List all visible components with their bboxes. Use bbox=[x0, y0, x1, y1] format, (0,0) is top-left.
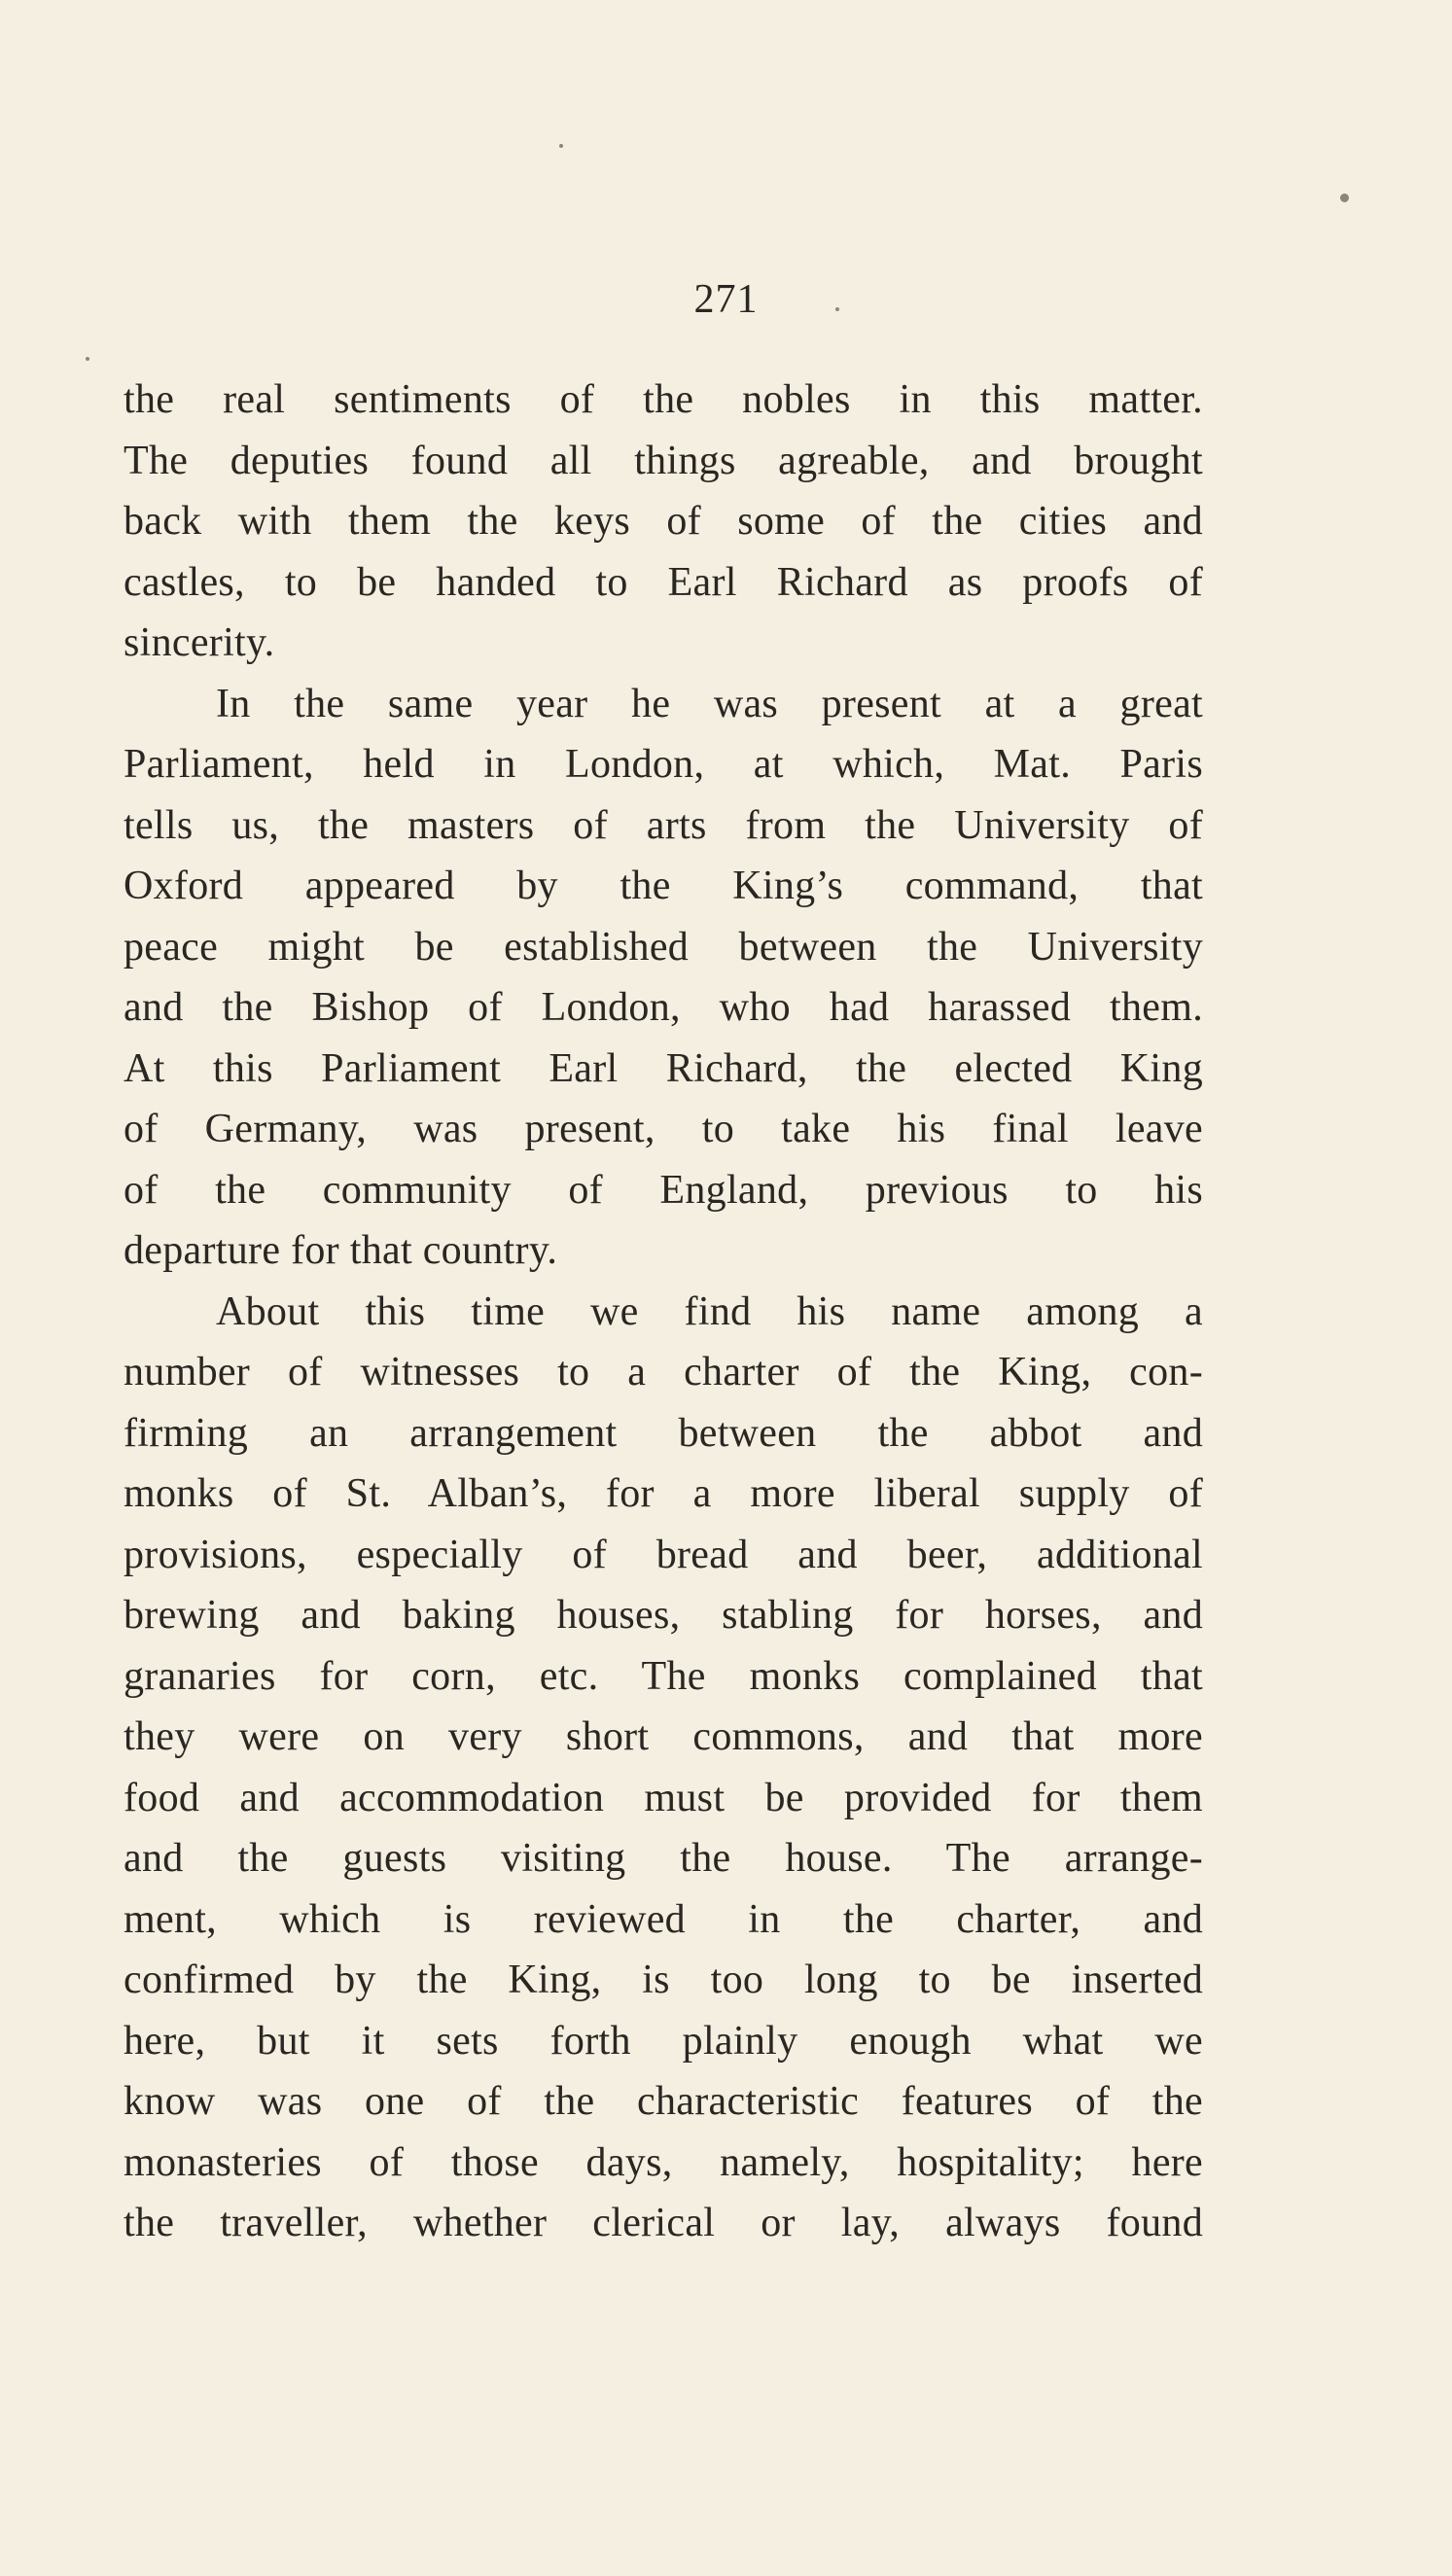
text-line: know was one of the characteristic features of the bbox=[124, 2079, 1203, 2124]
text-line: The deputies found all things agreable, and brought bbox=[124, 438, 1203, 483]
text-line: In the same year he was present at a great bbox=[216, 681, 1203, 726]
text-line: the real sentiments of the nobles in this matter. bbox=[124, 377, 1203, 422]
text-line: About this time we find his name among a bbox=[216, 1288, 1203, 1334]
text-line: sincerity. bbox=[124, 620, 275, 665]
paper-speck bbox=[835, 307, 839, 311]
paper-speck bbox=[86, 357, 89, 361]
text-line: back with them the keys of some of the cities and bbox=[124, 499, 1203, 544]
text-line: and the guests visiting the house. The arrange- bbox=[124, 1836, 1203, 1881]
text-line: here, but it sets forth plainly enough what we bbox=[124, 2018, 1203, 2064]
paper-speck bbox=[559, 144, 563, 148]
text-line: provisions, especially of bread and beer, additional bbox=[124, 1532, 1203, 1577]
text-line: At this Parliament Earl Richard, the elected King bbox=[124, 1045, 1203, 1091]
text-line: castles, to be handed to Earl Richard as proofs of bbox=[124, 559, 1203, 605]
text-line: brewing and baking houses, stabling for horses, and bbox=[124, 1593, 1203, 1638]
text-line: Oxford appeared by the King’s command, that bbox=[124, 864, 1203, 908]
text-line: departure for that country. bbox=[124, 1228, 558, 1273]
text-line: number of witnesses to a charter of the King, con- bbox=[124, 1350, 1203, 1394]
text-line: food and accommodation must be provided for them bbox=[124, 1775, 1203, 1820]
text-line: and the Bishop of London, who had harassed them. bbox=[124, 985, 1203, 1030]
text-line: the traveller, whether clerical or lay, always found bbox=[124, 2201, 1203, 2245]
text-line: granaries for corn, etc. The monks complained that bbox=[124, 1653, 1203, 1699]
text-line: of the community of England, previous to his bbox=[124, 1167, 1203, 1213]
text-line: confirmed by the King, is too long to be inserted bbox=[124, 1958, 1203, 2002]
text-line: they were on very short commons, and that more bbox=[124, 1714, 1203, 1759]
text-line: tells us, the masters of arts from the University of bbox=[124, 802, 1203, 848]
text-line: of Germany, was present, to take his final leave bbox=[124, 1107, 1203, 1151]
text-line: Parliament, held in London, at which, Mat. Paris bbox=[124, 742, 1203, 787]
paper-speck bbox=[1340, 194, 1349, 202]
page-number: 271 bbox=[693, 277, 759, 322]
text-line: firming an arrangement between the abbot and bbox=[124, 1410, 1203, 1456]
text-line: peace might be established between the University bbox=[124, 924, 1203, 970]
body-text bbox=[124, 370, 1203, 2254]
text-line: ment, which is reviewed in the charter, and bbox=[124, 1896, 1203, 1942]
text-line: monks of St. Alban’s, for a more liberal supply of bbox=[124, 1471, 1203, 1516]
text-line: monasteries of those days, namely, hospitality; here bbox=[124, 2139, 1203, 2185]
